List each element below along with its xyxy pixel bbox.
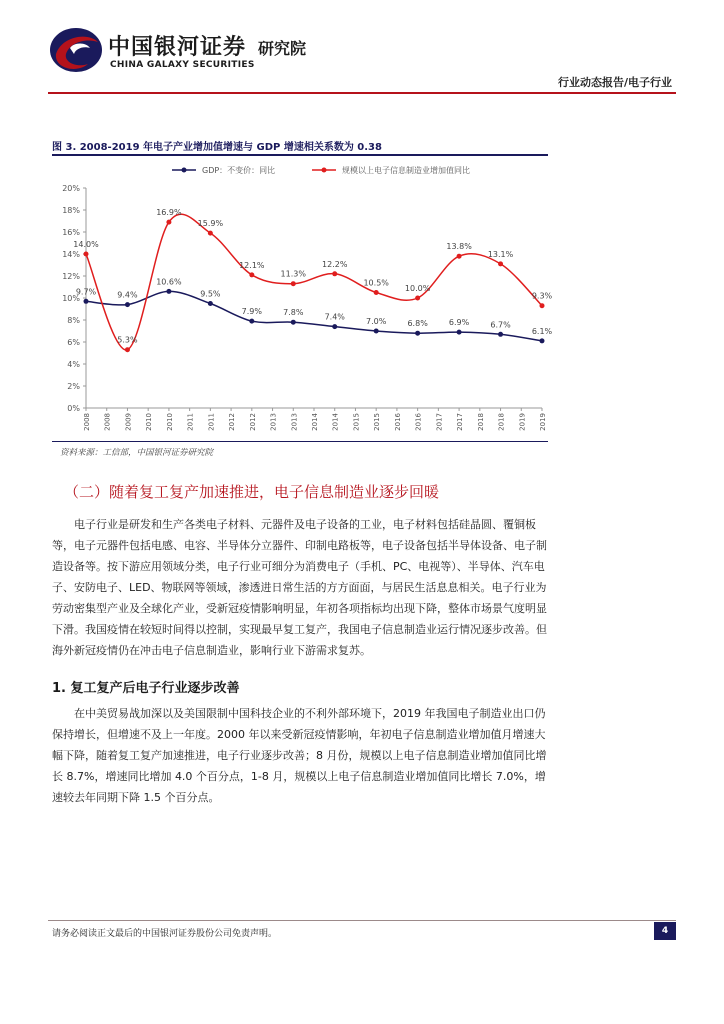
paragraph-text: 电子行业是研发和生产各类电子材料、元器件及电子设备的工业，电子材料包括硅晶圆、覆铜板等，电子元器件包括电感、电容、半导体分立器件、印制电路板等，电子设备包括半导体设备、电子制造设备等。按下游应用领域分类，电子行业可细分为消费电子（手机、PC、电视等）、半导体、汽车电子、安防电子、LED、物联网等领域，渗透进日常生活的方方面面，与居民生活息息相关。电子行业为劳动密集型产业及全球化产业，受新冠疫情影响明显，年初各项指标均出现下降，整体市场景气度明显下滑。我国疫情在较短时间得以控制，实现最早复工复产，我国电子信息制造业运行情况逐步改善。但海外新冠疫情仍在冲击电子信息制造业，影响行业下游需求复苏。	[52, 518, 547, 657]
data-label: 11.3%	[280, 269, 306, 279]
data-point	[125, 302, 130, 307]
y-tick-label: 20%	[62, 184, 80, 193]
data-label: 10.6%	[156, 277, 182, 287]
data-point	[332, 271, 337, 276]
data-point	[415, 296, 420, 301]
data-label: 6.1%	[531, 326, 553, 336]
data-label: 6.8%	[407, 319, 428, 329]
series-line	[86, 214, 542, 350]
x-tick-label: 2012	[228, 413, 237, 431]
y-tick-label: 10%	[62, 294, 80, 303]
data-point	[208, 301, 213, 306]
data-point	[540, 303, 545, 308]
x-tick-label: 2013	[269, 413, 278, 431]
data-label: 13.1%	[487, 249, 514, 259]
data-point	[374, 329, 379, 334]
chart-svg	[52, 156, 553, 440]
company-logo	[48, 24, 318, 76]
legend-marker	[182, 168, 187, 173]
report-category: 行业动态报告/电子行业	[557, 76, 672, 89]
y-tick-label: 0%	[67, 404, 80, 413]
y-tick-label: 18%	[62, 206, 80, 215]
y-tick-label: 8%	[67, 316, 80, 325]
x-tick-label: 2018	[476, 413, 485, 431]
data-point	[457, 330, 462, 335]
x-tick-label: 2015	[352, 413, 361, 431]
data-label: 9.7%	[75, 287, 97, 297]
body-paragraph-1	[52, 514, 554, 661]
legend-label: 规模以上电子信息制造业增加值同比	[342, 166, 470, 175]
data-label: 13.8%	[446, 242, 472, 252]
legend-marker	[322, 168, 327, 173]
x-tick-label: 2015	[373, 413, 382, 431]
x-tick-label: 2013	[290, 413, 299, 431]
x-tick-label: 2009	[124, 413, 133, 431]
data-label: 9.4%	[117, 290, 138, 300]
x-tick-label: 2014	[331, 413, 340, 431]
data-point	[332, 324, 337, 329]
data-point	[166, 220, 171, 225]
figure-source: 资料来源：工信部，中国银河证券研究院	[60, 448, 214, 458]
footer-divider	[48, 920, 676, 921]
data-label: 7.0%	[366, 317, 387, 326]
sub-heading: 1. 复工复产后电子行业逐步改善	[52, 681, 240, 696]
legend-label: GDP：不变价：同比	[202, 166, 276, 175]
data-label: 6.9%	[448, 318, 470, 328]
footer-disclaimer: 请务必阅读正文最后的中国银河证券股份公司免责声明。	[52, 929, 278, 939]
paragraph-text: 在中美贸易战加深以及美国限制中国科技企业的不利外部环境下，2019 年我国电子制造业出口仍保持增长，但增速不及上一年度。2000 年以来受新冠疫情影响，年初电子信息制造业增加值月增速大幅下降，随着复工复产加速推进，电子行业逐步改善；8 月份，规模以上电子信息制造业增加值同比增长 8.7%，增速同比增加 4.0 个百分点，1-8 月，规模以上电子信息制造业增加值同比增长 7.0%，增速较去年同期下降 1.5 个百分点。	[52, 707, 547, 804]
figure-title: 图 3. 2008-2019 年电子产业增加值增速与 GDP 增速相关系数为 0.38	[52, 142, 382, 153]
x-tick-label: 2012	[248, 413, 257, 431]
x-tick-label: 2014	[311, 413, 319, 431]
data-point	[374, 290, 379, 295]
data-point	[208, 231, 213, 236]
y-tick-label: 12%	[62, 272, 80, 281]
data-label: 7.4%	[324, 312, 345, 322]
y-tick-label: 4%	[67, 360, 80, 369]
x-tick-label: 2018	[497, 413, 506, 431]
x-tick-label: 2016	[393, 413, 402, 431]
y-tick-label: 6%	[67, 338, 80, 347]
data-label: 12.2%	[322, 259, 348, 269]
data-point	[498, 332, 503, 337]
data-label: 15.9%	[197, 219, 224, 229]
page-number: 4	[654, 922, 676, 940]
logo-english-name: CHINA GALAXY SECURITIES	[110, 60, 255, 70]
series-line	[86, 291, 542, 341]
x-tick-label: 2010	[165, 413, 174, 431]
data-point	[291, 320, 296, 325]
logo-department: 研究院	[258, 39, 307, 58]
data-point	[249, 272, 254, 277]
x-tick-label: 2019	[539, 413, 547, 431]
data-point	[84, 252, 89, 257]
data-label: 9.3%	[531, 291, 553, 301]
x-tick-label: 2008	[83, 413, 91, 431]
header-divider	[48, 92, 676, 94]
figure-bottom-rule	[52, 441, 548, 442]
data-point	[125, 347, 130, 352]
data-label: 10.5%	[363, 278, 389, 288]
x-tick-label: 2008	[103, 413, 112, 431]
data-point	[498, 261, 503, 266]
galaxy-swirl-logo-icon	[48, 24, 104, 76]
data-point	[415, 331, 420, 336]
logo-chinese-name: 中国银河证券	[108, 35, 247, 60]
data-point	[540, 338, 545, 343]
line-chart	[52, 156, 553, 440]
y-tick-label: 16%	[62, 228, 80, 237]
data-label: 6.7%	[490, 320, 511, 330]
data-label: 7.9%	[241, 307, 262, 317]
x-tick-label: 2011	[186, 413, 195, 431]
data-point	[249, 319, 254, 324]
data-label: 9.5%	[200, 289, 221, 299]
data-point	[84, 299, 89, 304]
data-point	[457, 254, 462, 259]
y-tick-label: 14%	[62, 250, 80, 259]
data-point	[291, 281, 296, 286]
data-label: 5.3%	[117, 335, 138, 345]
data-label: 7.8%	[283, 308, 304, 318]
data-point	[166, 289, 171, 294]
x-tick-label: 2017	[435, 413, 444, 431]
x-tick-label: 2011	[207, 413, 216, 431]
y-tick-label: 2%	[67, 382, 80, 391]
body-paragraph-2	[52, 703, 554, 808]
x-tick-label: 2019	[518, 413, 527, 431]
x-tick-label: 2010	[145, 413, 154, 431]
x-tick-label: 2017	[456, 413, 465, 431]
x-tick-label: 2016	[414, 413, 423, 431]
data-label: 16.9%	[156, 208, 182, 218]
data-label: 10.0%	[404, 284, 431, 293]
data-label: 14.0%	[73, 240, 99, 249]
data-label: 12.1%	[239, 260, 265, 270]
section-heading: （二）随着复工复产加速推进，电子信息制造业逐步回暖	[64, 483, 440, 501]
